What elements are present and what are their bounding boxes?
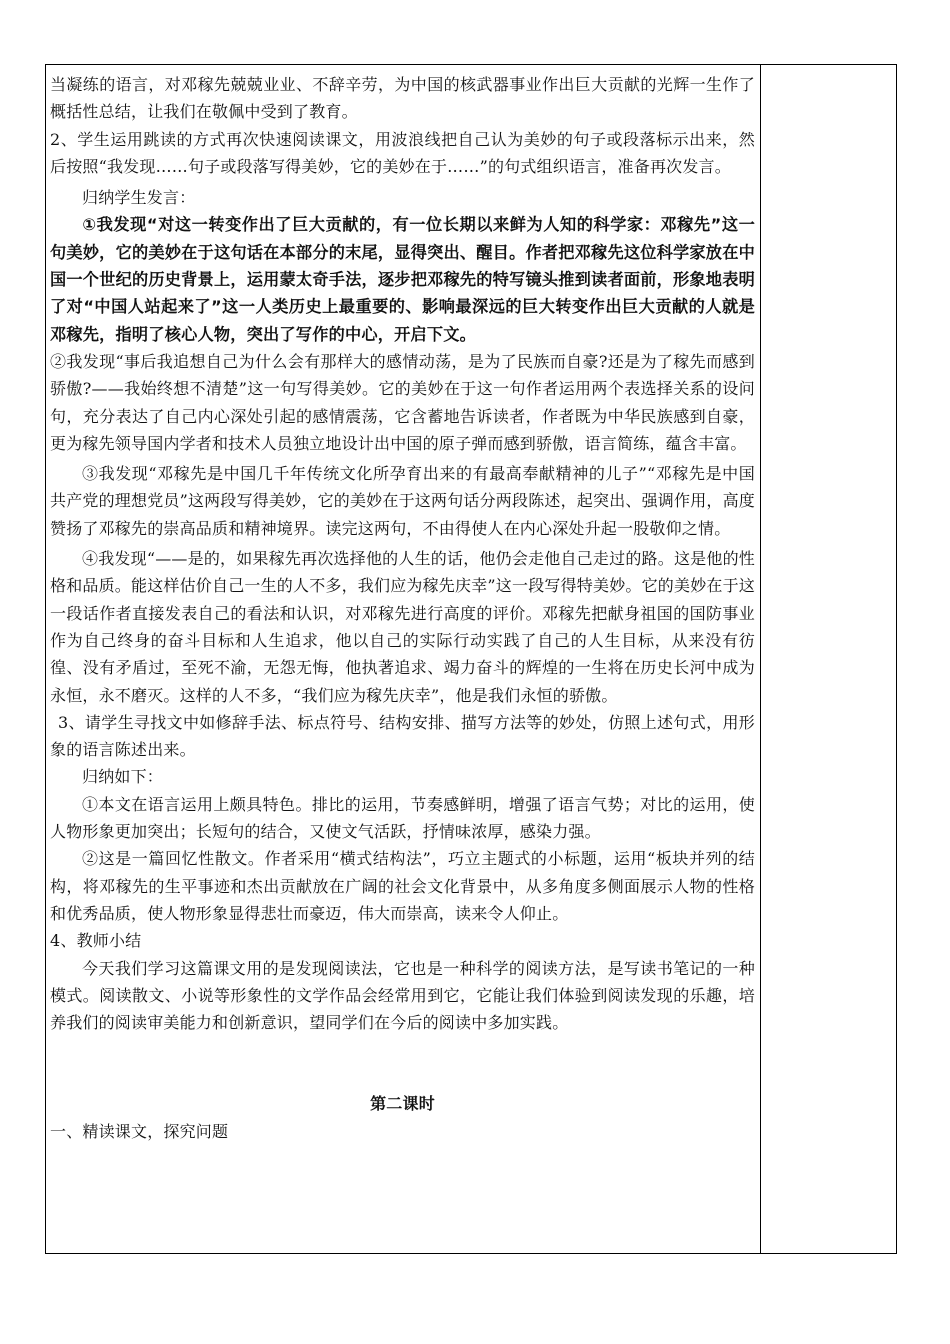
paragraph: 一、精读课文，探究问题 xyxy=(50,1121,229,1141)
section-heading: 第二课时 xyxy=(370,1094,435,1114)
paragraph: 4、教师小结 xyxy=(50,931,142,951)
paragraph: ④我发现“——是的，如果稼先再次选择他的人生的话，他仍会走他自己走过的路。这是他的性格和品质。能这样估价自己一生的人不多，我们应为稼先庆幸”这一段写得特美妙。它的美妙在于这一段话作者直接发表自己的看法和认识，对邓稼先进行高度的评价。邓稼先把献身祖国的国防事业作为自己终身的奋斗目标和人生追求，他以自己的实际行动实践了自己的人生目标，从来没有彷徨、没有矛盾过，至死不渝，无怨无悔，他执著追求、竭力奋斗的辉煌的一生将在历史长河中成为永恒，永不磨灭。这样的人不多，“我们应为稼先庆幸”，他是我们永恒的骄傲。 xyxy=(50,549,755,705)
paragraph: ②我发现“事后我追想自己为什么会有那样大的感情动荡，是为了民族而自豪?还是为了稼先而感到骄傲?——我始终想不清楚”这一句写得美妙。它的美妙在于这一句作者运用两个表选择关系的设问句，充分表达了自己内心深处引起的感情震荡，它含蓄地告诉读者，作者既为中华民族感到自豪，更为稼先领导国内学者和技术人员独立地设计出中国的原子弹而感到骄傲，语言简练，蕴含丰富。 xyxy=(50,351,755,453)
paragraph: ①本文在语言运用上颇具特色。排比的运用，节奏感鲜明，增强了语言气势；对比的运用，使人物形象更加突出；长短句的结合，又使文气活跃，抒情味浓厚，感染力强。 xyxy=(50,794,755,842)
paragraph: 归纳学生发言： xyxy=(82,188,196,208)
paragraph: 归纳如下： xyxy=(82,767,164,787)
paragraph: 2、学生运用跳读的方式再次快速阅读课文，用波浪线把自己认为美妙的句子或段落标示出来，然后按照“我发现……句子或段落写得美妙，它的美妙在于……”的句式组织语言，准备再次发言。 xyxy=(50,129,755,176)
paragraph: ②这是一篇回忆性散文。作者采用“横式结构法”，巧立主题式的小标题，运用“板块并列的结构，将邓稼先的生平事迹和杰出贡献放在广阔的社会文化背景中，从多角度多侧面展示人物的性格和优秀品质，使人物形象显得悲壮而豪迈，伟大而崇高，读来令人仰止。 xyxy=(50,849,755,923)
paragraph-highlight: ①我发现“对这一转变作出了巨大贡献的，有一位长期以来鲜为人知的科学家：邓稼先”这一句美妙，它的美妙在于这句话在本部分的末尾，显得突出、醒目。作者把邓稼先这位科学家放在中国一个世纪的历史背景上，运用蒙太奇手法，逐步把邓稼先的特写镜头推到读者面前，形象地表明了对“中国人站起来了”这一人类历史上最重要的、影响最深远的巨大转变作出巨大贡献的人就是邓稼先，指明了核心人物，突出了写作的中心，开启下文。 xyxy=(50,215,755,344)
paragraph: 当凝练的语言，对邓稼先兢兢业业、不辞辛劳，为中国的核武器事业作出巨大贡献的光辉一生作了概括性总结，让我们在敬佩中受到了教育。 xyxy=(50,75,755,122)
lesson-content-cell xyxy=(50,71,755,1145)
paragraph: ③我发现“邓稼先是中国几千年传统文化所孕育出来的有最高奉献精神的儿子”“邓稼先是中国共产党的理想党员”这两段写得美妙，它的美妙在于这两句话分两段陈述，起突出、强调作用，高度赞扬了邓稼先的崇高品质和精神境界。读完这两句，不由得使人在内心深处升起一股敬仰之情。 xyxy=(50,464,755,538)
paragraph: 今天我们学习这篇课文用的是发现阅读法，它也是一种科学的阅读方法，是写读书笔记的一种模式。阅读散文、小说等形象性的文学作品会经常用到它，它能让我们体验到阅读发现的乐趣，培养我们的阅读审美能力和创新意识，望同学们在今后的阅读中多加实践。 xyxy=(50,958,755,1033)
lesson-table xyxy=(45,64,897,1254)
notes-column-divider xyxy=(760,65,761,1253)
paragraph: 3、请学生寻找文中如修辞手法、标点符号、结构安排、描写方法等的妙处，仿照上述句式，用形象的语言陈述出来。 xyxy=(50,712,755,760)
